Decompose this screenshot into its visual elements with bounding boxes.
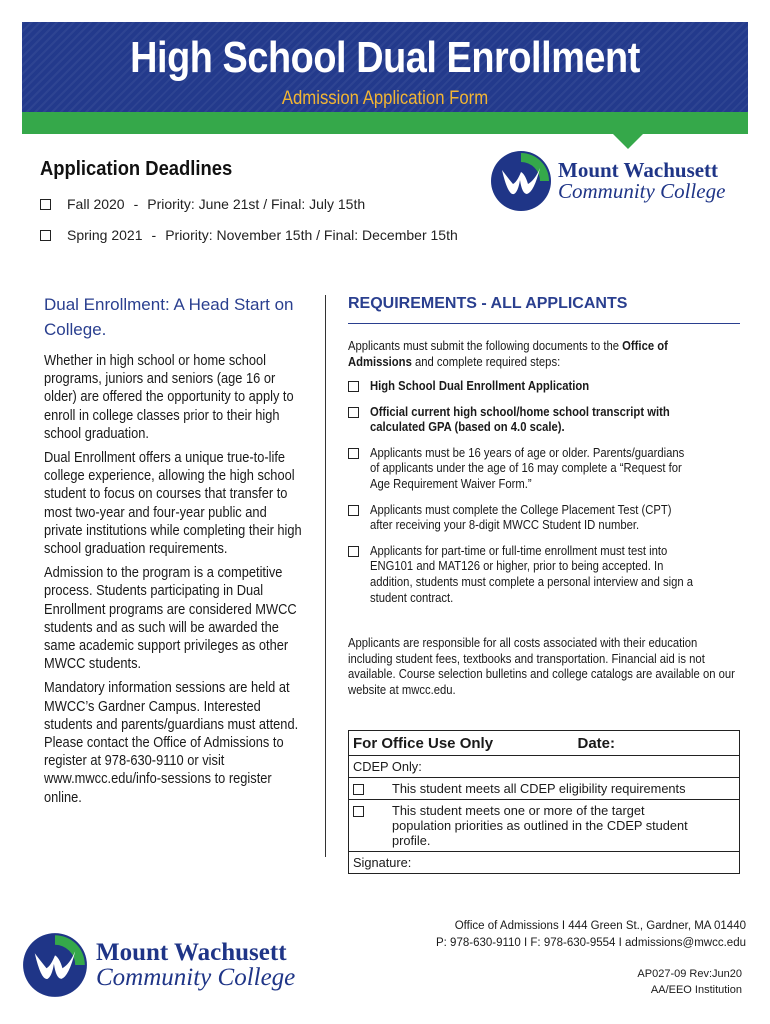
footer-contact: P: 978-630-9110 I F: 978-630-9554 I admissions@mwcc.edu [436, 937, 746, 949]
cdep-option-text: This student meets one or more of the target population priorities as outlined in the CDEP student profile. [392, 803, 688, 848]
requirement-text: High School Dual Enrollment Application [370, 378, 590, 393]
footer-address-block [436, 918, 746, 952]
page-subtitle: Admission Application Form [281, 88, 489, 109]
header-notch [612, 133, 644, 149]
deadline-text: Priority: June 21st / Final: July 15th [147, 196, 366, 212]
requirements-intro [348, 338, 726, 370]
form-code: AP027-09 Rev:Jun20 [637, 968, 742, 980]
deadline-row-spring [40, 227, 458, 243]
college-logo-bottom [22, 932, 295, 998]
checkbox[interactable] [353, 784, 364, 795]
requirement-text: Applicants must be 16 years of age or older. Parents/guardians of applicants under the age of 16 may complete a “Request for Age Requirement Waiver Form.” [370, 444, 685, 491]
office-use-header [349, 731, 739, 756]
signature-field[interactable]: Signature: [349, 851, 739, 873]
costs-note: Applicants are responsible for all costs associated with their education including student fees, textbooks and transportation. Financial aid is not available. Course selection bulletins and college catalogs are available on our website at mwcc.edu. [348, 635, 735, 697]
deadline-term: Fall 2020 [67, 196, 125, 212]
cdep-option-text: This student meets all CDEP eligibility requirements [392, 781, 686, 796]
cdep-option-1 [349, 777, 739, 799]
footer-code-block [637, 966, 742, 998]
checkbox[interactable] [348, 407, 359, 418]
cdep-option-2 [349, 799, 739, 851]
deadline-term: Spring 2021 [67, 227, 143, 243]
left-paragraph: Dual Enrollment offers a unique true-to-life college experience, allowing the high school student to focus on courses that transfer to most two-year and four-year public and private institutions while completing their high school graduation requirements. [44, 450, 302, 558]
footer-address: Office of Admissions I 444 Green St., Gardner, MA 01440 [454, 920, 746, 932]
requirement-text: Applicants for part-time or full-time enrollment must test into ENG101 and MAT126 or higher, prior to being accepted. In addition, students must complete a personal interview and sign a student contract. [370, 542, 694, 605]
requirement-item [348, 404, 740, 435]
checkbox[interactable] [40, 199, 51, 210]
deadline-text: Priority: November 15th / Final: December 15th [165, 227, 458, 243]
checkbox[interactable] [348, 546, 359, 557]
left-heading: Dual Enrollment: A Head Start on College. [44, 295, 294, 339]
left-column [44, 292, 312, 813]
checkbox[interactable] [40, 230, 51, 241]
checkbox[interactable] [348, 381, 359, 392]
logo-line2: Community College [558, 179, 726, 203]
requirements-list [348, 378, 740, 605]
requirements-section [348, 295, 740, 698]
deadline-separator: - [151, 227, 157, 243]
left-paragraph: Admission to the program is a competitive process. Students participating in Dual Enrollment programs are considered MWCC students and as such will be awarded the same academic support privileges as other MWCC students. [44, 565, 297, 673]
deadline-separator: - [133, 196, 139, 212]
mwcc-logo-icon [490, 150, 552, 212]
header-green-stripe [22, 112, 748, 134]
left-paragraph: Mandatory information sessions are held at MWCC’s Gardner Campus. Interested students and parents/guardians must attend. Please contact the Office of Admissions to register at 978-630-9110 or visit www.mwcc.edu/info-sessions to register online. [44, 680, 299, 806]
requirement-item [348, 543, 740, 605]
page-title: High School Dual Enrollment [130, 33, 640, 82]
requirement-item [348, 378, 740, 394]
logo-line1: Mount Wachusett [558, 158, 719, 182]
logo-line1: Mount Wachusett [96, 939, 287, 966]
checkbox[interactable] [353, 806, 364, 817]
cdep-label: CDEP Only: [353, 759, 422, 774]
intro-bold: Office of Admissions [348, 338, 668, 369]
office-use-title: For Office Use Only [353, 735, 494, 752]
deadline-row-fall [40, 196, 365, 212]
intro-text-end: and complete required steps: [411, 354, 561, 369]
requirements-heading: REQUIREMENTS - ALL APPLICANTS [348, 295, 740, 324]
office-use-box [348, 730, 740, 874]
mwcc-logo-icon [22, 932, 88, 998]
checkbox[interactable] [348, 505, 359, 516]
requirement-item [348, 502, 740, 533]
deadlines-heading: Application Deadlines [40, 158, 233, 180]
eeo-statement: AA/EEO Institution [650, 984, 742, 996]
requirement-item [348, 445, 740, 492]
requirement-text: Applicants must complete the College Placement Test (CPT) after receiving your 8-digit MWCC Student ID number. [370, 501, 672, 533]
date-label: Date: [577, 735, 615, 752]
intro-text: Applicants must submit the following documents to the [348, 338, 623, 353]
column-divider [325, 295, 326, 857]
checkbox[interactable] [348, 448, 359, 459]
logo-line2: Community College [96, 964, 296, 991]
college-logo-top [490, 150, 725, 212]
requirement-text: Official current high school/home school transcript with calculated GPA (based on 4.0 scale). [370, 403, 670, 435]
left-paragraph: Whether in high school or home school programs, juniors and seniors (age 16 or older) are offered the opportunity to apply to enroll in college classes prior to their high school graduation. [44, 353, 294, 442]
